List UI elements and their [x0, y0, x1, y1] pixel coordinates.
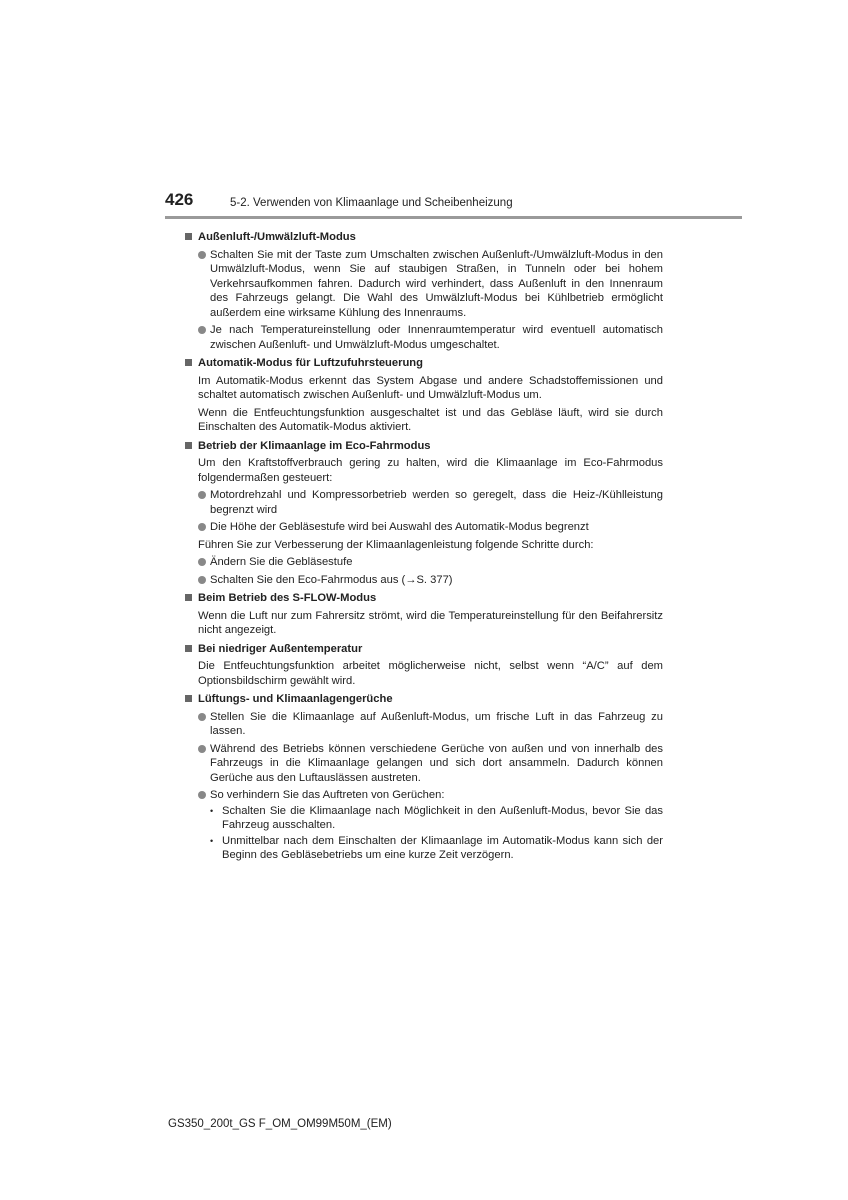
section-heading: Betrieb der Klimaanlage im Eco-Fahrmodus — [185, 439, 663, 454]
paragraph: Wenn die Entfeuchtungsfunktion ausgeschaltet ist und das Gebläse läuft, wird sie durch Einschalten des Automatik-Modus aktiviert. — [198, 406, 663, 433]
paragraph: Führen Sie zur Verbesserung der Klimaanlagenleistung folgende Schritte durch: — [198, 538, 594, 551]
page-header — [165, 190, 742, 219]
bullet-item: Die Höhe der Gebläsestufe wird bei Auswahl des Automatik-Modus begrenzt — [198, 520, 663, 535]
sub-bullet-item: • Schalten Sie die Klimaanlage nach Möglichkeit in den Außenluft-Modus, bevor Sie das Fahrzeug ausschalten. — [210, 804, 663, 833]
section-heading: Bei niedriger Außentemperatur — [185, 642, 663, 657]
paragraph: Wenn die Luft nur zum Fahrersitz strömt, wird die Temperatureinstellung für den Beifahrersitz nicht angezeigt. — [198, 609, 663, 636]
paragraph: Die Entfeuchtungsfunktion arbeitet möglicherweise nicht, selbst wenn “A/C” auf dem Optionsbildschirm gewählt wird. — [198, 660, 663, 687]
paragraph: Im Automatik-Modus erkennt das System Abgase und andere Schadstoffemissionen und schaltet automatisch zwischen Außenluft- und Umwälzluft-Modus um. — [198, 374, 663, 401]
bullet-item: Schalten Sie den Eco-Fahrmodus aus (→S. 377) — [198, 573, 663, 588]
section-heading: Lüftungs- und Klimaanlagengerüche — [185, 692, 663, 707]
document-footer: GS350_200t_GS F_OM_OM99M50M_(EM) — [168, 1118, 392, 1130]
section-heading: Automatik-Modus für Luftzufuhrsteuerung — [185, 356, 663, 371]
section-heading: Beim Betrieb des S-FLOW-Modus — [185, 591, 663, 606]
bullet-item: So verhindern Sie das Auftreten von Gerüchen: — [198, 788, 663, 803]
page-number: 426 — [165, 190, 194, 209]
section-heading: Außenluft-/Umwälzluft-Modus — [185, 230, 663, 245]
section-title: 5-2. Verwenden von Klimaanlage und Scheibenheizung — [230, 197, 513, 209]
paragraph: Um den Kraftstoffverbrauch gering zu halten, wird die Klimaanlage im Eco-Fahrmodus folgendermaßen gesteuert: — [198, 457, 663, 484]
bullet-item: Während des Betriebs können verschiedene Gerüche von außen und von innerhalb des Fahrzeugs in die Klimaanlage gelangen und sich dort ansammeln. Dadurch können Gerüche aus den Luftauslässen austreten. — [198, 742, 663, 786]
bullet-item: Motordrehzahl und Kompressorbetrieb werden so geregelt, dass die Heiz-/Kühlleistung begrenzt wird — [198, 488, 663, 517]
manual-content — [185, 226, 663, 863]
bullet-item: Je nach Temperatureinstellung oder Innenraumtemperatur wird eventuell automatisch zwischen Außenluft- und Umwälzluft-Modus umgeschaltet. — [198, 323, 663, 352]
bullet-item: Stellen Sie die Klimaanlage auf Außenluft-Modus, um frische Luft in das Fahrzeug zu lassen. — [198, 710, 663, 739]
bullet-item: Schalten Sie mit der Taste zum Umschalten zwischen Außenluft-/Umwälzluft-Modus in den Umwälzluft-Modus, wenn Sie auf staubigen Straßen, in Tunneln oder bei hohem Verkehrsaufkommen fahren. Dadurch wird verhindert, dass Außenluft in den Innenraum des Fahrzeugs gelangt. Die Wahl des Umwälzluft-Modus bei Kühlbetrieb ermöglicht außerdem eine wirksame Kühlung des Innenraums. — [198, 248, 663, 321]
bullet-item: Ändern Sie die Gebläsestufe — [198, 555, 663, 570]
sub-bullet-item: • Unmittelbar nach dem Einschalten der Klimaanlage im Automatik-Modus kann sich der Beginn des Gebläsebetriebs um eine kurze Zeit verzögern. — [210, 834, 663, 863]
